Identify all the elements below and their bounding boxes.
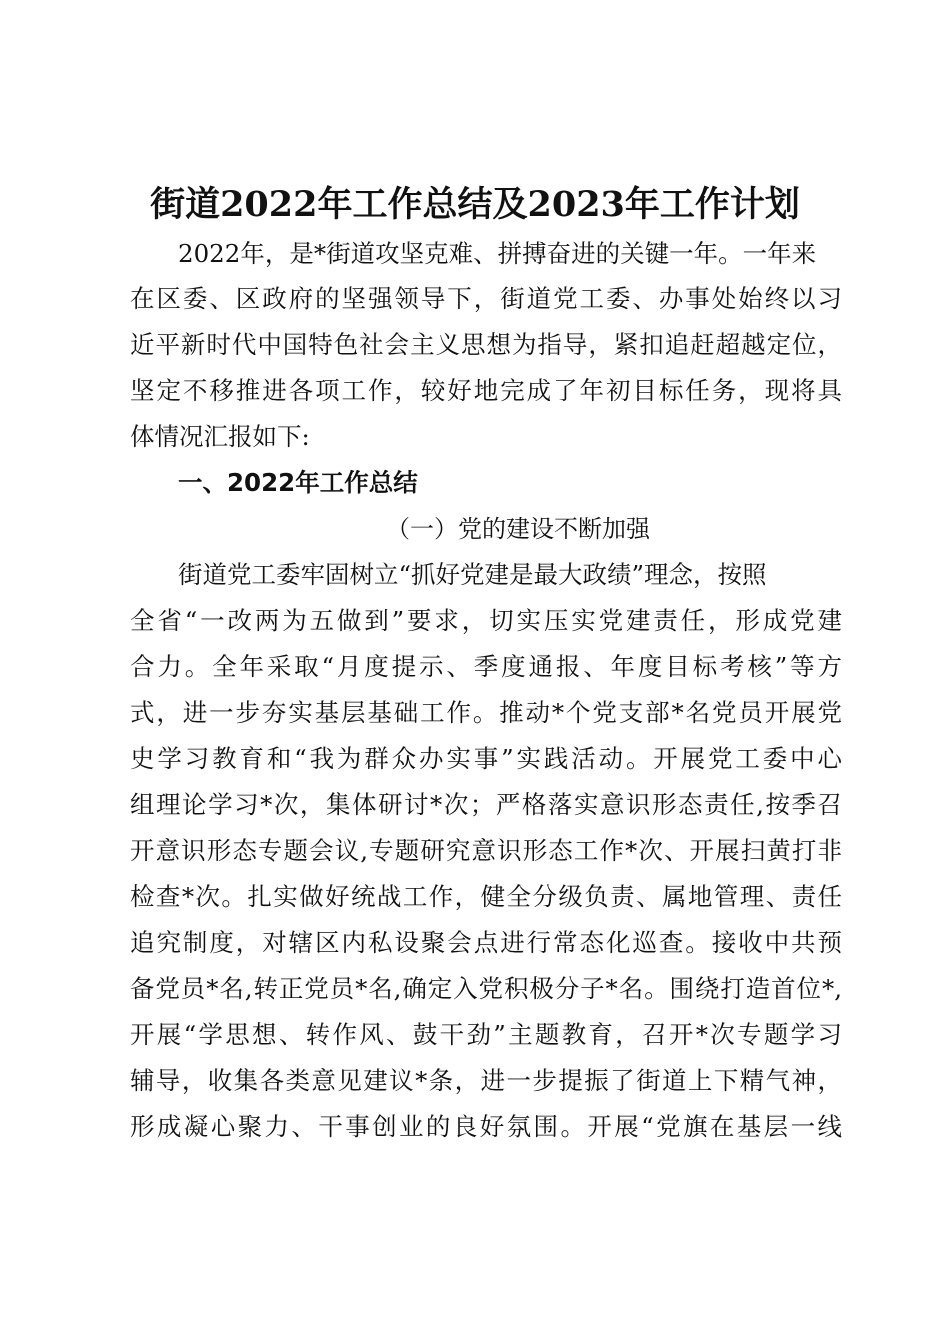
body-line: 组理论学习*次，集体研讨*次；严格落实意识形态责任,按季召 bbox=[130, 790, 842, 819]
intro-line: 2022年，是*街道攻坚克难、拼搏奋进的关键一年。一年来 bbox=[178, 239, 817, 268]
section-heading: 一、2022年工作总结 bbox=[178, 468, 418, 497]
body-line: 形成凝心聚力、干事创业的良好氛围。开展“党旗在基层一线 bbox=[130, 1112, 842, 1141]
body-line: 合力。全年采取“月度提示、季度通报、年度目标考核”等方 bbox=[130, 652, 842, 681]
body-line: 全省“一改两为五做到”要求，切实压实党建责任，形成党建 bbox=[130, 606, 842, 635]
body-line: 开意识形态专题会议,专题研究意识形态工作*次、开展扫黄打非 bbox=[130, 836, 842, 865]
body-line: 街道党工委牢固树立“抓好党建是最大政绩”理念，按照 bbox=[178, 560, 767, 589]
body-line: 史学习教育和“我为群众办实事”实践活动。开展党工委中心 bbox=[130, 744, 842, 773]
document-title: 街道2022年工作总结及2023年工作计划 bbox=[150, 184, 800, 225]
body-line: 式，进一步夯实基层基础工作。推动*个党支部*名党员开展党 bbox=[130, 698, 842, 727]
intro-line: 在区委、区政府的坚强领导下，街道党工委、办事处始终以习 bbox=[130, 284, 842, 313]
body-line: 开展“学思想、转作风、鼓干劲”主题教育，召开*次专题学习 bbox=[130, 1020, 842, 1049]
body-line: 辅导，收集各类意见建议*条，进一步提振了街道上下精气神， bbox=[130, 1066, 842, 1095]
intro-line: 近平新时代中国特色社会主义思想为指导，紧扣追赶超越定位， bbox=[130, 330, 842, 359]
body-line: 追究制度，对辖区内私设聚会点进行常态化巡查。接收中共预 bbox=[130, 928, 842, 957]
intro-line: 体情况汇报如下: bbox=[130, 422, 310, 451]
subsection-heading: （一）党的建设不断加强 bbox=[386, 515, 650, 543]
intro-line: 坚定不移推进各项工作，较好地完成了年初目标任务，现将具 bbox=[130, 376, 842, 405]
body-line: 备党员*名,转正党员*名,确定入党积极分子*名。围绕打造首位*, bbox=[130, 974, 842, 1003]
body-line: 检查*次。扎实做好统战工作，健全分级负责、属地管理、责任 bbox=[130, 882, 842, 911]
